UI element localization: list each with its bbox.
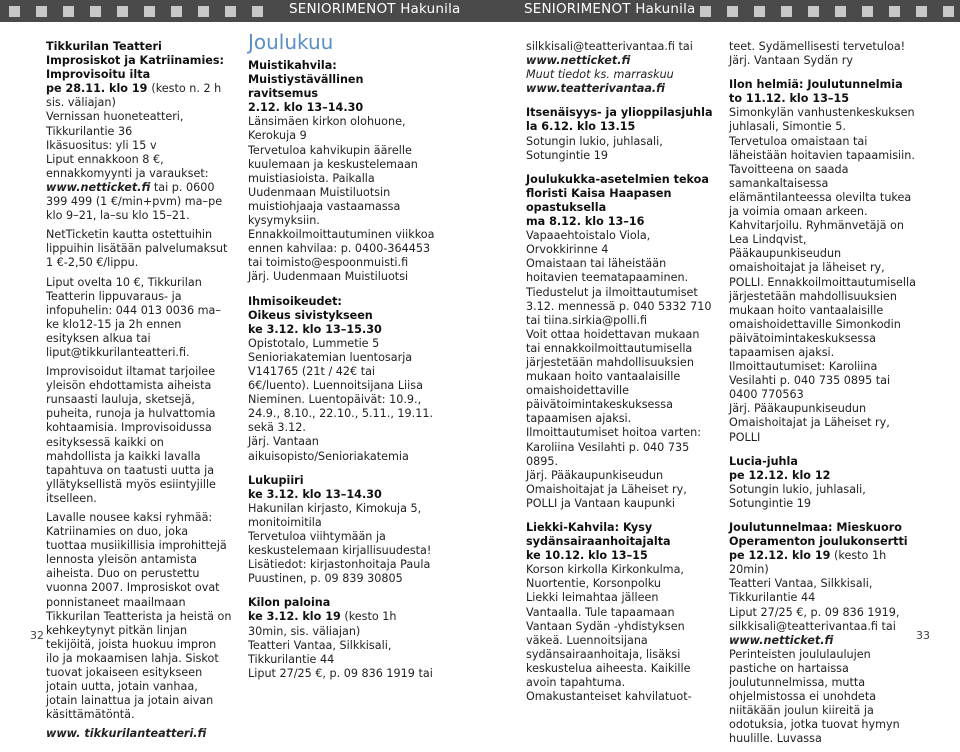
square-icon — [198, 6, 209, 17]
event-title: Lucia-juhla pe 12.12. klo 12 — [729, 454, 831, 482]
event-details: Korson kirkolla Kirkonkulma, Nuortentie, Korsonpolku Liekki leimahtaa jälleen Vantaalla. Tule tapaamaan Vantaan Sydän -yhdistyksen väkeä. Luennoitsijana sydänsairaanhoitaja, lisäksi keskustelua aiheesta. Kaikille avoin tapahtuma. Omakustanteiset kahvilatuot- — [526, 563, 692, 704]
netticket-link[interactable]: www.netticket.fi — [46, 180, 151, 194]
square-icon — [835, 6, 846, 17]
square-icon — [727, 6, 738, 17]
event-title: Itsenäisyys- ja ylioppilasjuhla la 6.12. klo 13.15 — [526, 106, 713, 134]
event-details: Sotungin lukio, juhlasali, Sotungintie 19 — [526, 134, 663, 162]
square-icon — [781, 6, 792, 17]
paragraph: Liput ovelta 10 €, Tikkurilan Teatterin lippuvaraus- ja infopuhelin: 044 013 0036 ma–ke klo12-15 ja 2h ennen esityksen alkua tai liput@tikkurilanteatteri.fi. — [46, 275, 221, 359]
event-details-text: Teatteri Vantaa, Silkkisali, Tikkurilantie 44 Liput 27/25 €, p. 09 836 1919, silkkisali@teatterivantaa.fi tai — [729, 577, 900, 633]
square-icon — [9, 6, 20, 17]
paragraph: Improvisoidut iltamat tarjoilee yleisön ehdottamista aiheista runsaasti lauluja, sketsejä, puheita, runoja ja hulvattomia kohtaamisia. Improvisoidussa esityksessä kaikki on mahdollista ja kaikki lavalla tapahtuva on taatusti uutta ja yllätyksellistä myös esiintyjille itselleen. — [46, 365, 216, 505]
event-title: Tikkurilan Teatteri Improsiskot ja Katriinamies: Improvisoitu ilta pe 28.11. klo 19 — [46, 40, 225, 96]
event-title: Liekki-Kahvila: Kysy sydänsairaanhoitajalta ke 10.12. klo 13–15 — [526, 521, 671, 563]
column-1 — [46, 40, 232, 747]
square-icon — [171, 6, 182, 17]
theatre-link[interactable]: www. tikkurilanteatteri.fi — [46, 727, 207, 741]
month-heading: Joulukuu — [248, 30, 334, 54]
event-details: Opistotalo, Lummetie 5 Senioriakatemian luentosarja V141765 (21t / 42€ tai 6€/luento). Luennoitsijana Liisa Nieminen. Luentopäivät: 10.9., 24.9., 8.10., 22.10., 5.11., 19.11. sekä 3.12. Järj. Vantaan aikuisopisto/Senioriakatemia — [248, 336, 434, 463]
paragraph-text: silkkisali@teatterivantaa.fi tai — [526, 40, 693, 53]
event-title-line — [729, 521, 917, 577]
event-details: tai p. 0600 399 499 (1 €/min+pvm) ma–pe klo 9–21, la–su klo 15–21. — [46, 180, 223, 223]
event-title: Joulutunnelmaa: Mieskuoro Operamenton joulukonsertti pe 12.12. klo 19 — [729, 521, 908, 563]
event-duration: (kesto 1h 30min, sis. väliajan) — [248, 610, 397, 638]
header-left-title: SENIORIMENOT Hakunila — [289, 1, 461, 17]
paragraph: teet. Sydämellisesti tervetuloa! Järj. Vantaan Sydän ry — [729, 40, 906, 68]
paragraph: Lavalle nousee kaksi ryhmää: Katriinamies on duo, joka tuottaa musiikillisia improhittejä lennosta yleisön antamista aiheista. Duo on perustettu vuonna 2007. Improsiskot ovat ponnistaneet maailmaan Tikkurilan Teatterista ja heistä on kehkeytynyt pitkän linjan tekijöitä, joista huokuu impron ilo ja mokaamisen lahja. Siskot tuovat jokaiseen esitykseen jotain uutta, jotain vanhaa, jotain lainattua ja jotain aivan käsittämätöntä. — [46, 511, 232, 722]
square-icon — [889, 6, 900, 17]
teatterivantaa-link[interactable]: www.teatterivantaa.fi — [526, 82, 665, 96]
event-title: Lukupiiri ke 3.12. klo 13–14.30 — [248, 473, 382, 501]
square-icon — [862, 6, 873, 17]
top-bar — [0, 0, 960, 22]
square-icon — [36, 6, 47, 17]
header-right-title: SENIORIMENOT Hakunila — [524, 1, 696, 17]
square-icon — [916, 6, 927, 17]
event-details: (kesto n. 2 h sis. väliajan) Vernissan huoneteatteri, Tikkurilantie 36 Ikäsuositus: yli 15 v Liput ennakkoon 8 €, ennakkomyynti ja varaukset: — [46, 82, 222, 180]
event-title: Ihmisoikeudet: Oikeus sivistykseen ke 3.12. klo 13–15.30 — [248, 294, 382, 336]
event-details: Vapaaehtoistalo Viola, Orvokkirinne 4 Omaistaan tai läheistään hoitavien teematapaaminen. Tiedustelut ja ilmoittautumiset 3.12. mennessä p. 040 5332 710 tai tiina.sirkia@polli.fi Voit ottaa hoidettavan mukaan tai ennakkoilmoittautumisella järjestetään mahdollisuuksien mukaan hoito vantaalaisille omaishoidettaville päivätoimintakeskuksessa tapaamisen ajaksi. Ilmoittautumiset hoitoa varten: Karoliina Vesilahti p. 040 735 0895. Järj. Pääkaupunkiseudun Omaishoitajat ja Läheiset ry, POLLI ja Vantaan kaupunki — [526, 229, 712, 510]
square-icon — [63, 6, 74, 17]
square-icon — [117, 6, 128, 17]
event-paragraph — [46, 40, 232, 223]
event-details: Simonkylän vanhustenkeskuksen juhlasali, Simontie 5. Tervetuloa omaistaan tai läheistään hoitavien tapaamisiin. Tavoitteena on saada samankaltaisessa elämäntilanteessa olevilta tukea ja voimia omaan arkeen. Kahvitarjoilu. Ryhmänvetäjä on Lea Lindqvist, Pääkaupunkiseudun omaishoitajat ja läheiset ry, POLLI. Ennakkoilmoittautumisella järjestetään mahdollisuuksien mukaan hoito vantaalaisille omaishoidettaville Simonkodin päivätoimintakeskuksessa tapaamisen ajaksi. Ilmoittautumiset: Karoliina Vesilahti p. 040 735 0895 tai 0400 770563 Järj. Pääkaupunkiseudun Omaishoitajat ja Läheiset ry, POLLI — [729, 106, 916, 444]
square-icon — [252, 6, 263, 17]
square-icon — [808, 6, 819, 17]
column-2 — [248, 30, 436, 686]
paragraph: Perinteisten joululaulujen pastiche on hartaissa joulutunnelmissa, mutta ohjelmistossa ei unohdeta niitäkään joulun kiireitä ja odotuksia, jotka tuovat hymyn huulille. Luvassa — [729, 647, 900, 746]
square-icon — [754, 6, 765, 17]
square-icon — [943, 6, 954, 17]
paragraph: NetTicketin kautta ostettuihin lippuihin lisätään palvelumaksut 1 €-2,50 €/lippu. — [46, 228, 228, 270]
event-title-line — [248, 596, 436, 638]
event-details: Länsimäen kirkon olohuone, Kerokuja 9 Tervetuloa kahvikupin äärelle kuulemaan ja keskustelemaan muistiasioista. Paikalla Uudenmaan Muistiluotsin muistiohjaaja vastaamassa kysymyksiin. Ennakkoilmoittautuminen viikkoa ennen kahvilaa: p. 0400-364453 tai toimisto@espoonmuisti.fi Järj. Uudenmaan Muistiluotsi — [248, 115, 435, 284]
netticket-link[interactable]: www.netticket.fi — [729, 633, 834, 647]
square-icon — [90, 6, 101, 17]
page-number-right: 33 — [916, 629, 930, 642]
column-3 — [526, 40, 713, 709]
page-number-left: 32 — [30, 629, 44, 642]
netticket-link[interactable]: www.netticket.fi — [526, 54, 631, 68]
event-details: Sotungin lukio, juhlasali, Sotungintie 19 — [729, 482, 866, 510]
event-details: Hakunilan kirjasto, Kimokuja 5, monitoimitila Tervetuloa viihtymään ja keskustelemaan kirjallisuudesta! Lisätiedot: kirjastonhoitaja Paula Puustinen, p. 09 839 30805 — [248, 501, 432, 586]
event-duration: (kesto 1h 20min) — [729, 549, 887, 577]
paragraph-text: Muut tiedot ks. marraskuu — [526, 68, 674, 82]
column-4 — [729, 40, 917, 752]
square-icon — [225, 6, 236, 17]
event-title: Muistikahvila: Muistiystävällinen ravitsemus 2.12. klo 13–14.30 — [248, 59, 364, 115]
paragraph — [526, 40, 713, 96]
square-icon — [144, 6, 155, 17]
event-title: Kilon paloina ke 3.12. klo 19 — [248, 596, 341, 624]
event-title: Joulukukka-asetelmien tekoa floristi Kaisa Haapasen opastuksella ma 8.12. klo 13–16 — [526, 172, 709, 229]
event-details — [729, 577, 917, 647]
square-icon — [700, 6, 711, 17]
event-details: Teatteri Vantaa, Silkkisali, Tikkurilantie 44 Liput 27/25 €, p. 09 836 1919 tai — [248, 638, 433, 680]
event-title: Ilon helmiä: Joulutunnelmia to 11.12. klo 13–15 — [729, 78, 903, 106]
